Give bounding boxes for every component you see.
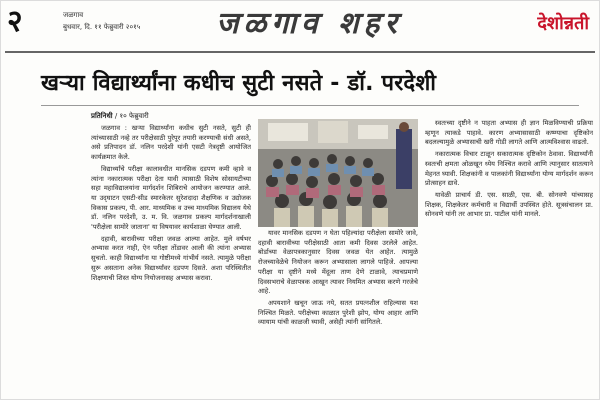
article-column-right xyxy=(425,119,593,399)
classroom-photo-icon xyxy=(258,119,418,227)
article-column-middle xyxy=(258,229,418,399)
byline-separator: / xyxy=(114,112,120,120)
paragraph: यावेळी प्राचार्य डी. एस. साळी, एस. बी. सोनवणे यांच्यासह शिक्षक, शिक्षकेतर कर्मचारी व विद्यार्थी उपस्थित होते. सूत्रसंचालन प्रा. सोनवणे यांनी तर आभार प्रा. पाटील यांनी मानले. xyxy=(425,190,593,219)
article-column-left xyxy=(91,124,251,399)
classroom-photo xyxy=(258,119,418,227)
byline-date: १० फेब्रुवारी xyxy=(119,112,149,120)
article-headline: खऱ्या विद्यार्थ्यांना कधीच सुटी नसते - डॉ. परदेशी xyxy=(41,71,437,96)
paragraph: दहावी, बारावीच्या परीक्षा जवळ आल्या आहेत. मुले वर्षभर अभ्यास करत नाही, ऐन परीक्षा तोंडावर आली की त्यांना अभ्यास सुचतो. काही विद्यार्थ्यांना या गोष्टीमध्ये गांभीर्य नसते. त्यामुळे परीक्षा सुरू असताना अनेक विद्यार्थ्यांवर दडपण दिसते. अशा परिस्थितीत शिक्षणाची शिस्त योग्य नियोजनासह अभ्यास करावा. xyxy=(91,234,251,282)
paragraph: जळगाव : खऱ्या विद्यार्थ्यांना कधीच सुटी नसते, सुटी ही त्यांच्यासाठी नव्हे तर परीक्षेसाठी पुरेपूर तयारी करण्याची संधी असते, असे प्रतिपादन डॉ. नलिन परदेशी यांनी एसटी नेत्रदृष्टी आयोजित कार्यक्रमात केले. xyxy=(91,124,251,162)
paragraph: यावर मानसिक दडपण न घेता पहिल्यांदा परीक्षेला सामोरे जावे, दहावी बारावीच्या परीक्षेसाठी आता कमी दिवस उरलेले आहेत. बोर्डाच्या वेळापत्रकानुसार दिवस जवळ येत आहेत. त्यामुळे रोजच्यावेळेचे नियोजन करून अभ्यासाला लागले पाहिजे. आपल्या परीक्षा या दृष्टीने मध्ये मेंदूला ताण देणे टाळावे, त्याचप्रमाणे दिवसभराचे वेळापत्रक आखून त्यावर नियमित अभ्यास करणे गरजेचे आहे. xyxy=(258,229,418,296)
headline-divider xyxy=(41,105,579,106)
section-title: जळगाव शहर xyxy=(216,6,402,41)
paragraph: विद्यार्थ्यांचे परीक्षा कालावधीत मानसिक दडपण कमी व्हावे व त्यांना नकारात्मक परीक्षा देता यावी त्यासाठी विशेष सोसायटीच्या सहा महाविद्यालयांना मार्गदर्शन शिबिराचे आयोजन करण्यात आले. या उद्‌घाटन एसटी-सीड स्मारकेतर सुरेशदादा शैक्षणिक व उद्योजक विकास प्रकल्प, पी. आर. माध्यमिक व उच्च माध्यमिक विद्यालय येथे डॉ. नलिन परदेशी, उ. म. वि. जळगाव प्रकल्प मार्गदर्शनाखाली 'परीक्षेला सामोरे जाताना' या विषयावर कार्यशाळा घेण्यात आली. xyxy=(91,164,251,232)
paragraph: नकारात्मक विचार टाळून सकारात्मक दृष्टिकोन ठेवावा. विद्यार्थ्यांनी स्वतःची क्षमता ओळखून ध्येय निश्चित करावे आणि त्यानुसार सातत्याने मेहनत घ्यावी. शिक्षकांनी व पालकांनी विद्यार्थ्यांना योग्य मार्गदर्शन करून प्रोत्साहन द्यावे. xyxy=(425,150,593,188)
page-number: २ xyxy=(7,4,23,39)
issue-date: बुधवार, दि. ११ फेब्रुवारी २०१५ xyxy=(63,23,141,31)
paragraph: स्वतःच्या दृष्टीने न पाहता अभ्यास ही ज्ञान मिळविण्याची प्रक्रिया म्हणून त्याकडे पाहावे. कारण अभ्यासासाठी कष्ण्याचा दृष्टिकोन बदलल्यामुळे अभ्यासाची खरी गोडी लागते आणि आत्मविश्वास वाढतो. xyxy=(425,119,593,147)
newspaper-logo: देशोन्नती xyxy=(537,13,589,34)
byline-reporter: प्रतिनिधी xyxy=(91,112,113,120)
masthead-divider xyxy=(5,51,595,53)
byline xyxy=(91,112,149,121)
edition-name: जळगाव xyxy=(63,11,84,19)
paragraph: अपयशाने खचून जाऊ नये, सतत प्रयत्नशील राहिल्यास यश निश्चित मिळते. परीक्षेच्या काळात पुरेशी झोप, योग्य आहार आणि व्यायाम यांची काळजी घ्यावी, असेही त्यांनी सांगितले. xyxy=(258,298,418,327)
